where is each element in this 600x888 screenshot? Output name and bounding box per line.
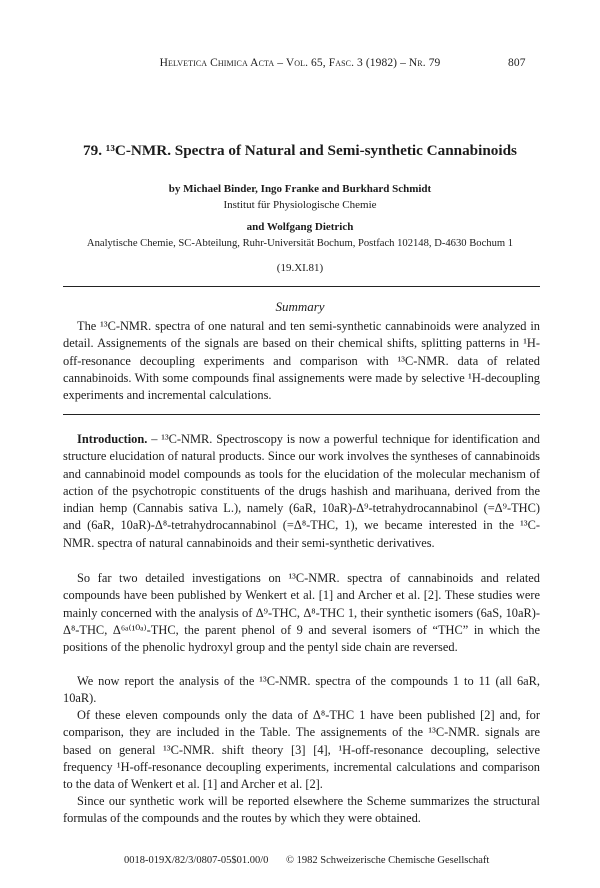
paragraph-4-text: Of these eleven compounds only the data of Δ⁸-THC 1 have been published [2] and, for comparison, they are included in the Table. The assignements of the ¹³C-NMR. signals are based on general ¹³C-NMR. shift theory [3] [4], ¹H-off-resonance decoupling, selective frequency ¹H-off-resonance decoupling experiments, incremental calculations and comparison to the data of Wenkert et al. [1] and Archer et al. [2]. <box>63 708 540 792</box>
affiliation-2: Analytische Chemie, SC-Abteilung, Ruhr-Universität Bochum, Postfach 102148, D-4630 Bochum 1 <box>86 238 514 249</box>
article-code: 0018-019X/82/3/0807-05$01.00/0 <box>124 855 269 866</box>
top-rule <box>63 286 540 287</box>
paragraph-2 <box>63 570 540 656</box>
paragraph-4 <box>63 707 540 793</box>
summary-body: The ¹³C-NMR. spectra of one natural and ten semi-synthetic cannabinoids were analyzed in detail. Assignements of the signals are based on their chemical shifts, splitting patterns in ¹H-off-resonance decoupling experiments and comparison with ¹³C-NMR. data of related cannabinoids. With some compounds final assignements were made by selective ¹H-decoupling experiments and incremental calculations. <box>63 319 540 403</box>
intro-heading: Introduction. <box>77 432 148 446</box>
paragraph-3-text: We now report the analysis of the ¹³C-NMR. spectra of the compounds 1 to 11 (all 6aR, 10aR). <box>63 674 540 706</box>
paragraph-3 <box>63 673 540 708</box>
article-title: 79. ¹³C-NMR. Spectra of Natural and Semi-synthetic Cannabinoids <box>83 142 517 159</box>
affiliation-1: Institut für Physiologische Chemie <box>223 199 377 211</box>
authors: by Michael Binder, Ingo Franke and Burkhard Schmidt <box>168 183 432 195</box>
authors-2: and Wolfgang Dietrich <box>246 221 354 233</box>
summary-text <box>63 318 540 404</box>
summary-heading: Summary <box>275 299 325 314</box>
received-date: (19.XI.81) <box>276 262 324 274</box>
page-number: 807 <box>508 57 526 69</box>
journal-citation: Helvetica Chimica Acta – Vol. 65, Fasc. 3 (1982) – Nr. 79 <box>159 57 441 69</box>
intro-text: – ¹³C-NMR. Spectroscopy is now a powerful technique for identification and structure elucidation of natural products. Since our work involves the syntheses of cannabinoids and cannabinoid model compounds as tools for the elucidation of the molecular mechanism of action of the psychotropic constituents of the drugs hashish and marihuana, derived from the indian hemp (Cannabis sativa L.), namely (6aR, 10aR)-Δ⁹-tetrahydrocannabinol (=Δ⁹-THC) and (6aR, 10aR)-Δ⁸-tetrahydrocannabinol (=Δ⁸-THC, 1), we became interested in the ¹³C-NMR. spectra of natural cannabinoids and their semi-synthetic derivatives. <box>63 432 540 550</box>
paragraph-5 <box>63 793 540 828</box>
intro-paragraph <box>63 431 540 552</box>
copyright: © 1982 Schweizerische Chemische Gesellschaft <box>286 855 490 866</box>
bottom-rule <box>63 414 540 415</box>
paragraph-2-text: So far two detailed investigations on ¹³C-NMR. spectra of cannabinoids and related compounds have been published by Wenkert et al. [1] and Archer et al. [2]. These studies were mainly concerned with the analysis of Δ⁹-THC, Δ⁸-THC 1, their synthetic isomers (6aS, 10aR)-Δ⁸-THC, Δ⁶ᵃ⁽¹⁰ᵃ⁾-THC, the parent phenol of 9 and several isomers of “THC” in which the positions of the phenolic hydroxyl group and the pentyl side chain are reversed. <box>63 571 540 655</box>
paragraph-5-text: Since our synthetic work will be reported elsewhere the Scheme summarizes the structural formulas of the compounds and the routes by which they were obtained. <box>63 794 540 826</box>
